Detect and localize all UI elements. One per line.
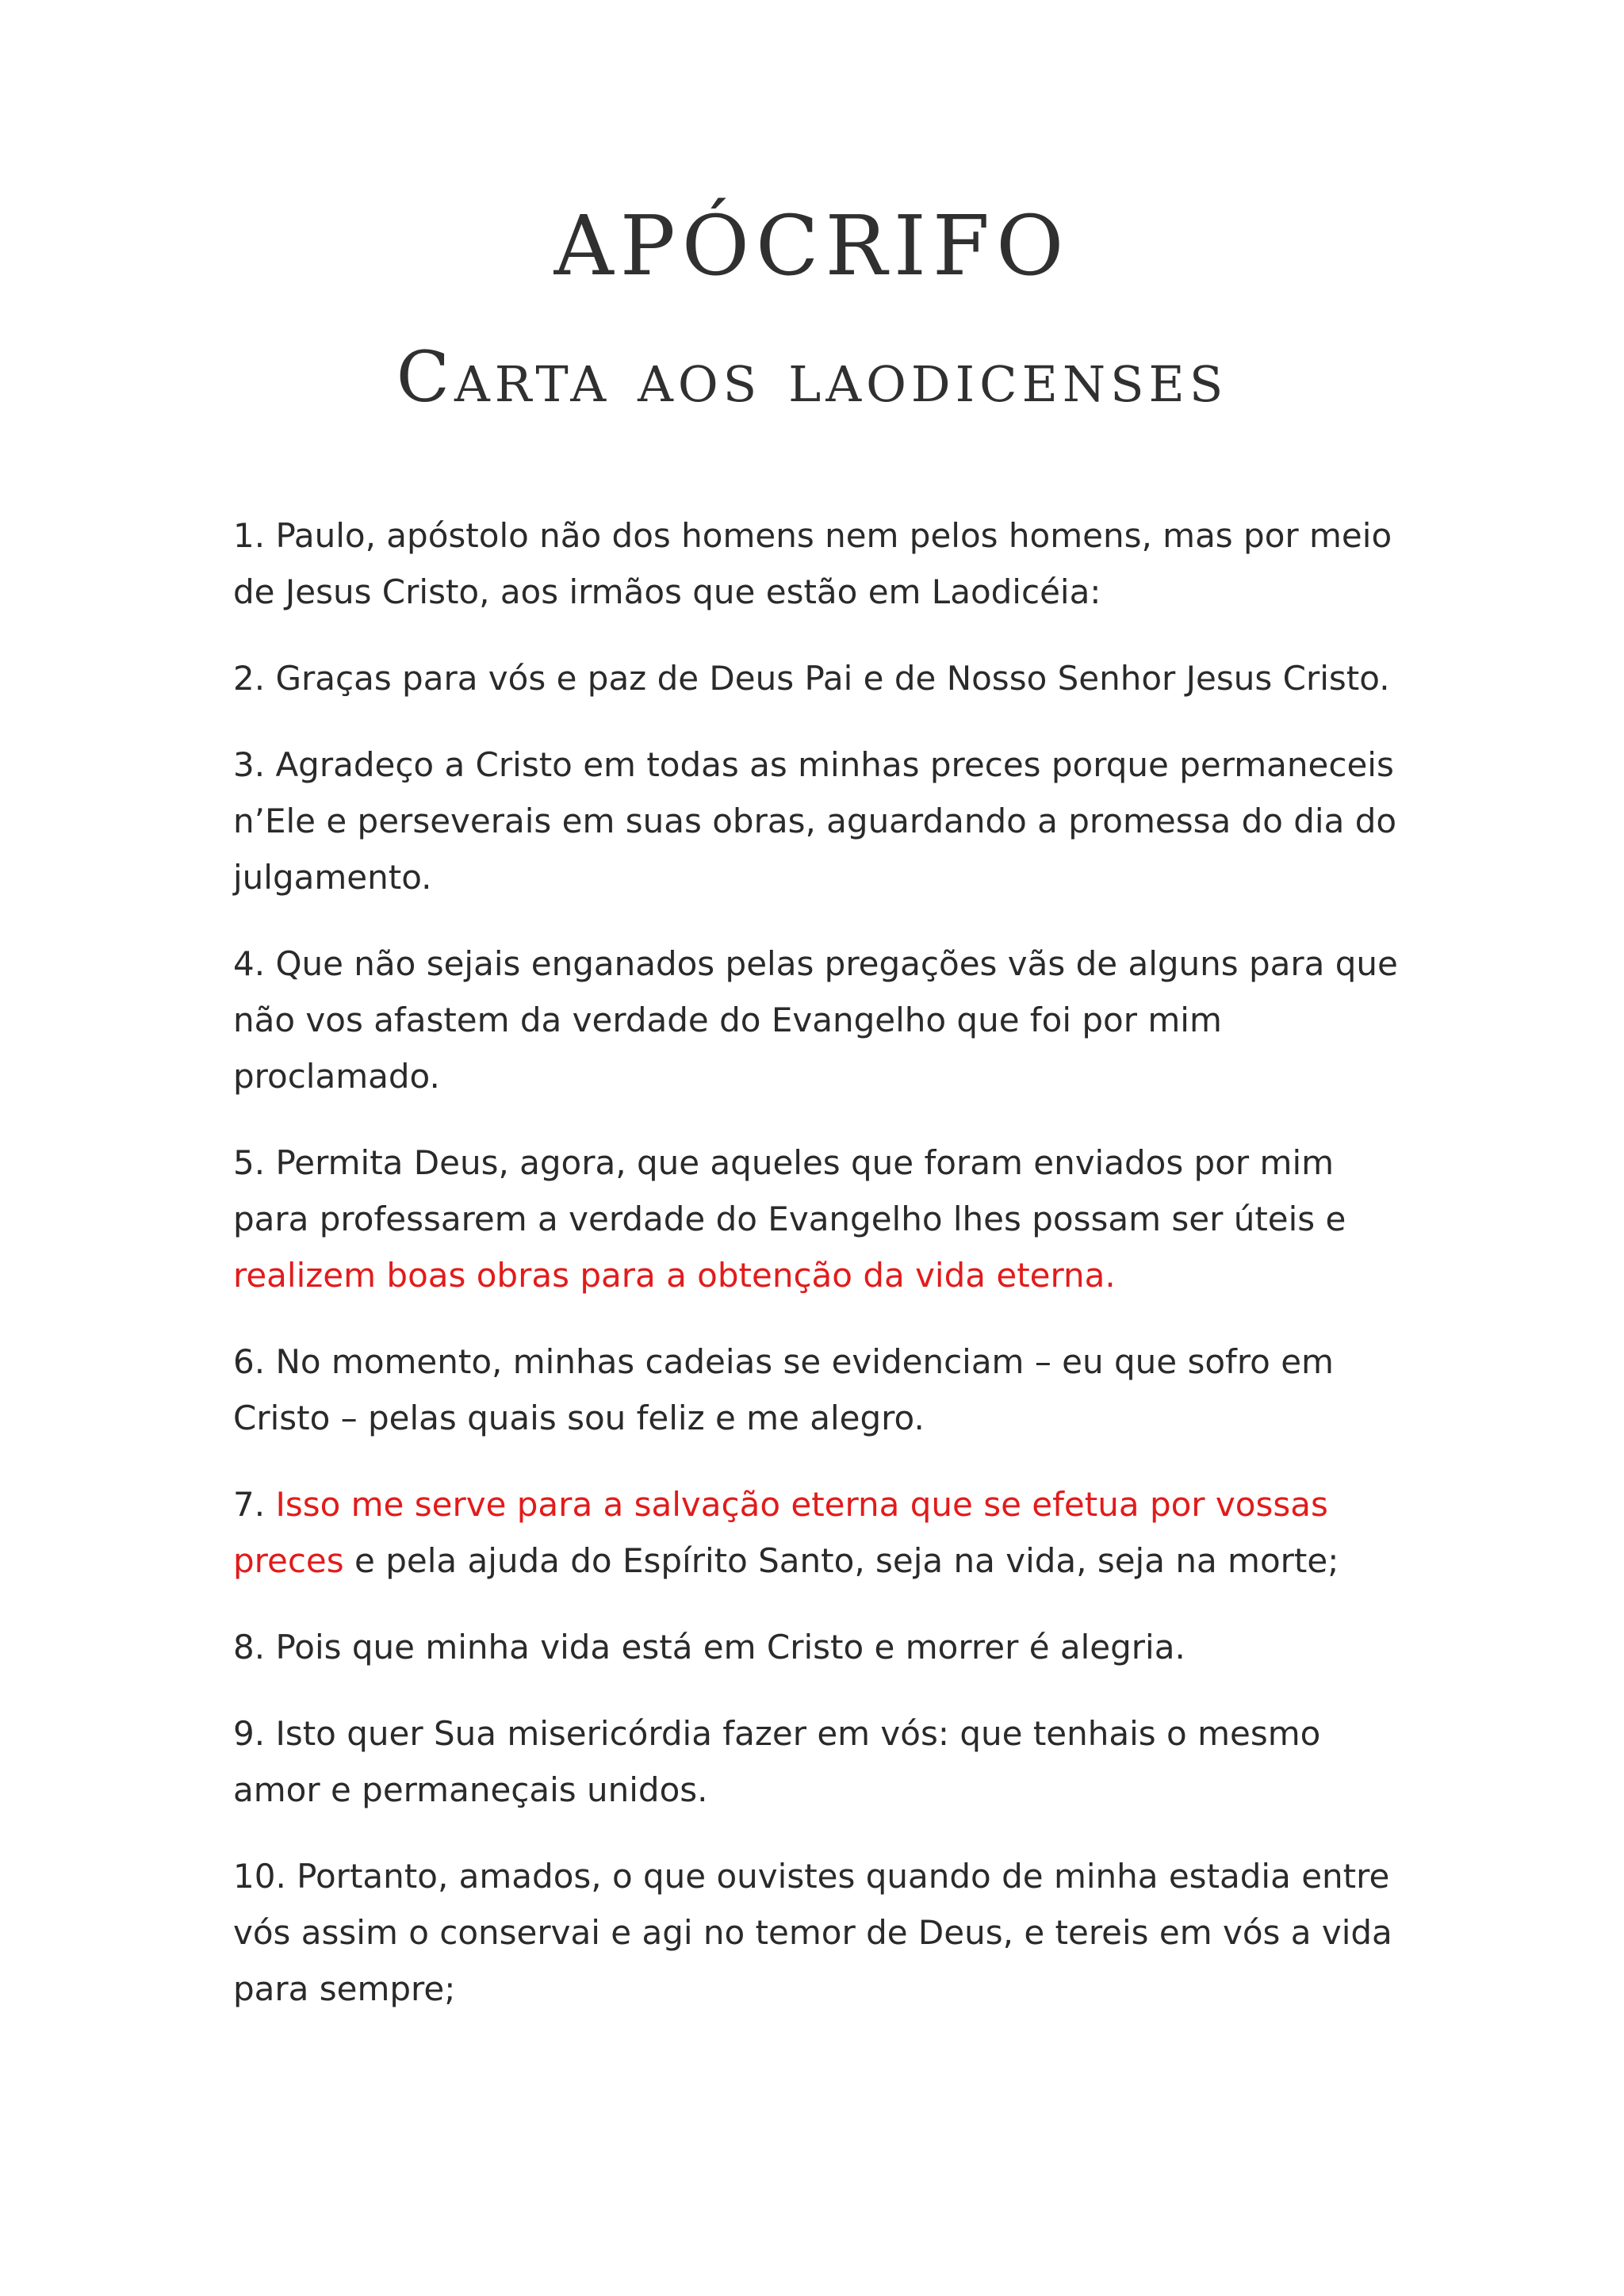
verse-text: Portanto, amados, o que ouvistes quando de minha estadia entre vós assim o conservai e agi no temor de Deus, e tereis em vós a vida para sempre; (233, 1857, 1392, 2008)
verse-5 (233, 1135, 1407, 1303)
verse-text: Agradeço a Cristo em todas as minhas preces porque permaneceis n’Ele e perseverais em suas obras, aguardando a promessa do dia do julgamento. (233, 745, 1397, 897)
verse-number: 3. (233, 745, 266, 784)
page-subtitle: Carta aos laodicenses (396, 336, 1228, 418)
verse-7 (233, 1476, 1407, 1589)
verse-text: No momento, minhas cadeias se evidenciam – eu que sofro em Cristo – pelas quais sou feliz e me alegro. (233, 1342, 1334, 1437)
verse-number: 7. (233, 1485, 266, 1524)
verse-9 (233, 1705, 1407, 1818)
verse-number: 4. (233, 944, 266, 983)
verse-2 (233, 650, 1407, 706)
verse-number: 9. (233, 1714, 266, 1753)
verse-text: Graças para vós e paz de Deus Pai e de Nosso Senhor Jesus Cristo. (275, 659, 1390, 698)
verse-6 (233, 1334, 1407, 1446)
verse-1 (233, 507, 1407, 620)
verse-8 (233, 1619, 1407, 1675)
verse-number: 1. (233, 516, 266, 555)
verse-highlight: realizem boas obras para a obtenção da vida eterna. (233, 1256, 1116, 1295)
verse-text: Isto quer Sua misericórdia fazer em vós: que tenhais o mesmo amor e permaneçais unidos. (233, 1714, 1321, 1809)
verse-number: 10. (233, 1857, 286, 1896)
verse-text: e pela ajuda do Espírito Santo, seja na vida, seja na morte; (343, 1541, 1339, 1580)
verse-4 (233, 936, 1407, 1104)
verse-number: 6. (233, 1342, 266, 1381)
verse-number: 2. (233, 659, 266, 698)
verse-3 (233, 737, 1407, 905)
verse-highlight: Isso me serve para a salvação eterna que se efetua por vossas preces (233, 1485, 1328, 1580)
verse-text: Pois que minha vida está em Cristo e morrer é alegria. (275, 1628, 1185, 1667)
page-title: APÓCRIFO (553, 197, 1071, 294)
verse-10 (233, 1848, 1407, 2017)
verse-text: Que não sejais enganados pelas pregações vãs de alguns para que não vos afastem da verdade do Evangelho que foi por mim proclamado. (233, 944, 1398, 1096)
verse-text: Permita Deus, agora, que aqueles que foram enviados por mim para professarem a verdade do Evangelho lhes possam ser úteis e (233, 1143, 1346, 1238)
verse-number: 5. (233, 1143, 266, 1182)
verse-number: 8. (233, 1628, 266, 1667)
document-body (233, 507, 1407, 2047)
verse-text: Paulo, apóstolo não dos homens nem pelos homens, mas por meio de Jesus Cristo, aos irmãos que estão em Laodicéia: (233, 516, 1392, 611)
